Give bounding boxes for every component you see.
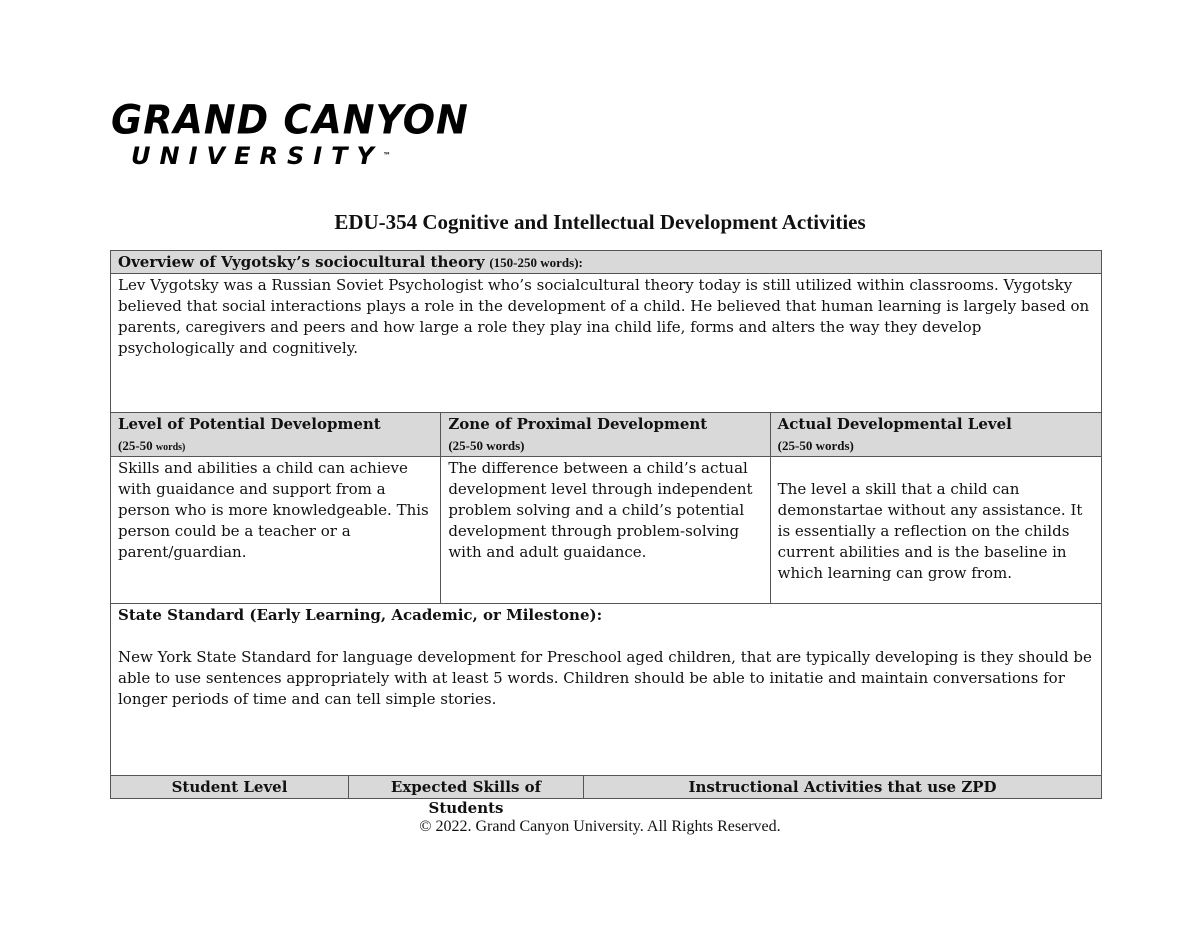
standard-cell <box>111 604 1101 775</box>
expected-skills-header: Expected Skills of Students <box>348 776 583 798</box>
potential-development-title: Level of Potential Development <box>118 415 381 433</box>
actual-development-body: The level a skill that a child can demonstartae without any assistance. It is essentially a reflection on the childs current abilities and is the baseline in which learning can grow from. <box>770 457 1101 603</box>
potential-word-count-main: (25-50 <box>118 438 156 453</box>
levels-heading-row <box>110 413 1102 457</box>
actual-development-header <box>770 413 1101 456</box>
logo-wordmark-top: GRAND CANYON <box>111 96 469 144</box>
bottom-heading-row <box>110 776 1102 817</box>
university-logo <box>111 96 469 170</box>
overview-body: Lev Vygotsky was a Russian Soviet Psychologist who’s socialcultural theory today is still utilized within classrooms. Vygotsky believed that social interactions plays a role in the development of a child. He believed that human learning is largely based on parents, caregivers and peers and how large a role they play ina child life, forms and alters the way they develop psychologically and cognitively. <box>118 276 1090 357</box>
trademark-symbol: ™ <box>382 151 391 160</box>
overview-heading: Overview of Vygotsky’s sociocultural theory <box>118 253 485 271</box>
instructional-activities-header: Instructional Activities that use ZPD <box>583 776 1101 798</box>
logo-wordmark-bottom <box>131 142 431 170</box>
standard-body: New York State Standard for language development for Preschool aged children, that are typically developing is they should be able to use sentences appropriately with at least 5 words. Children should be able to initatie and maintain conversations for longer periods of time and can tell simple stories. <box>118 648 1092 708</box>
actual-development-title: Actual Developmental Level <box>777 415 1012 433</box>
proximal-development-body: The difference between a child’s actual development level through independent problem solving and a child’s potential development through problem-solving with and adult guaidance. <box>440 457 769 603</box>
overview-word-count: (150-250 words): <box>489 255 583 270</box>
potential-development-word-count <box>118 435 433 458</box>
overview-body-row <box>110 274 1102 413</box>
potential-development-body: Skills and abilities a child can achieve with guaidance and support from a person who is more knowledgeable. This person could be a teacher or a parent/guardian. <box>118 459 429 561</box>
proximal-development-header <box>440 413 769 456</box>
logo-wordmark-bottom-text: UNIVERSITY <box>131 142 383 170</box>
copyright-footer: © 2022. Grand Canyon University. All Rights Reserved. <box>419 818 781 835</box>
levels-body-row <box>110 457 1102 604</box>
potential-word-count-tail: words) <box>155 442 186 453</box>
document-title: EDU-354 Cognitive and Intellectual Development Activities <box>334 210 866 234</box>
standard-row <box>110 604 1102 776</box>
proximal-development-word-count: (25-50 words) <box>448 438 525 453</box>
activity-table <box>110 250 1102 817</box>
proximal-development-title: Zone of Proximal Development <box>448 415 708 433</box>
overview-heading-row <box>110 250 1102 274</box>
student-level-header: Student Level <box>111 776 348 798</box>
standard-heading: State Standard (Early Learning, Academic, or Milestone): <box>118 606 603 624</box>
potential-development-header <box>111 413 440 456</box>
overview-heading-cell <box>111 251 1101 273</box>
actual-development-word-count: (25-50 words) <box>777 438 854 453</box>
